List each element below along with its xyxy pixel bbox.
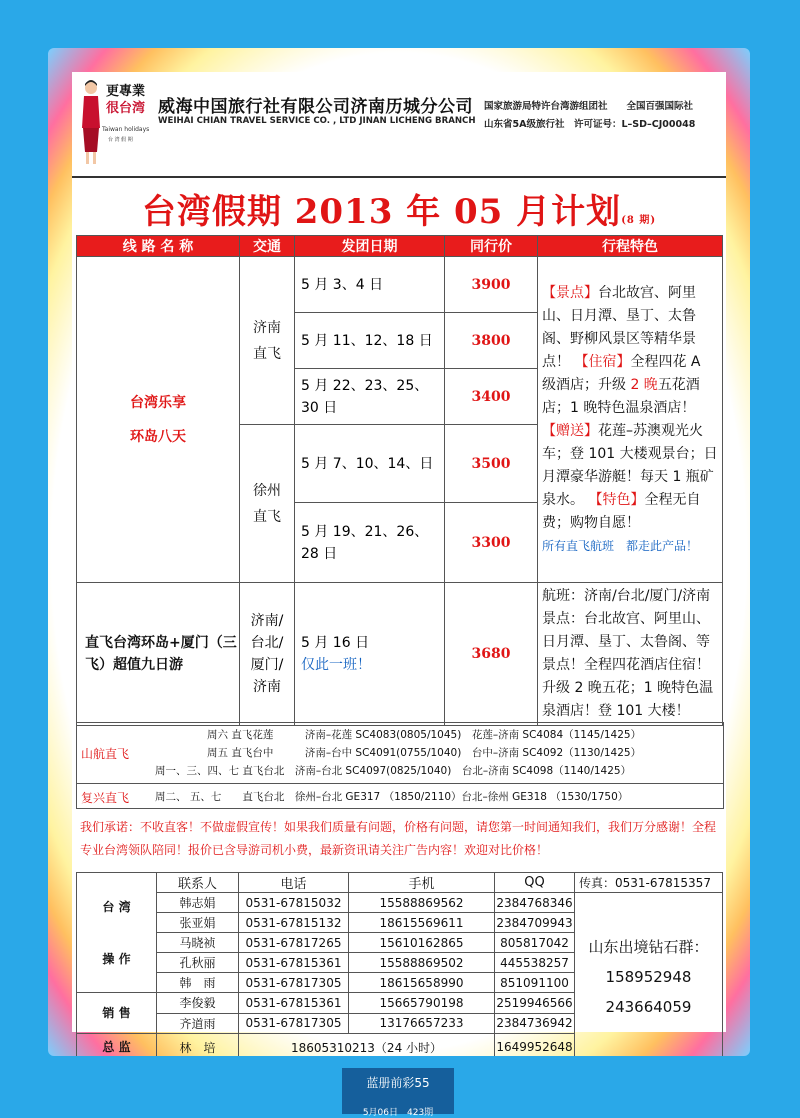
logo-line4: 台 湾 假 期 [108, 137, 133, 143]
route2-date-note: 仅此一班！ [301, 657, 371, 673]
flyer-content [72, 72, 726, 1055]
route1-date-5: 5 月 19、21、26、28 日 [295, 503, 445, 583]
director-name: 林 培 [157, 1034, 239, 1057]
contact-phone: 0531-67815032 [239, 893, 349, 913]
diamond-group [575, 893, 723, 1057]
route2-traffic: 济南/ 台北/ 厦门/ 济南 [240, 583, 295, 726]
logo-line3: Taiwan holidays [102, 126, 150, 133]
route1-date-3: 5 月 22、23、25、30 日 [295, 369, 445, 425]
contact-qq: 2519946566 [495, 993, 575, 1014]
route1-features [538, 257, 723, 583]
license-line1: 国家旅游局特许台湾游组团社 全国百强国际社 [484, 101, 694, 112]
route1-price-4: 3500 [445, 425, 538, 503]
contact-header-phone: 电话 [239, 873, 349, 893]
header-traffic: 交通 [240, 236, 295, 257]
contact-qq: 2384709943 [495, 913, 575, 933]
contact-name: 韩 雨 [157, 973, 239, 993]
contact-name: 孔秋丽 [157, 953, 239, 973]
table-row [77, 583, 723, 726]
contact-mobile: 15588869502 [349, 953, 495, 973]
contact-phone: 0531-67817305 [239, 1013, 349, 1034]
license-line2: 山东省5A级旅行社 许可证号：L–SD–CJ00048 [484, 119, 696, 130]
feature-text-hotel-a: 全程四花 A 级酒店；升级 [542, 353, 701, 393]
feature-tag-hotel: 【住宿】 [574, 353, 631, 370]
dept-taiwan-ops: 台 湾 操 作 [77, 873, 157, 993]
feature-tag-gift: 【赠送】 [542, 422, 598, 439]
table-row [77, 893, 723, 913]
header-price: 同行价 [445, 236, 538, 257]
feature-text-scenic: 台北故宫、阿里山、日月潭、垦丁、太鲁阁、野柳风景区等精华景点！ [542, 284, 696, 370]
logo-line1: 更專業 [106, 84, 146, 99]
table-header-row [77, 236, 723, 257]
feature-text-hotel-b: 2 晚 [630, 376, 658, 393]
contact-qq: 2384736942 [495, 1013, 575, 1034]
feature-text-hotel-c: 五花酒店；1 晚特色温泉酒店！ [542, 376, 700, 416]
contact-name: 齐道雨 [157, 1013, 239, 1034]
route1-name-line2: 环岛八天 [130, 428, 186, 445]
contact-phone: 0531-67815361 [239, 993, 349, 1014]
route2-date-text: 5 月 16 日 [301, 635, 370, 651]
company-name-en: WEIHAI CHIAN TRAVEL SERVICE CO. , LTD JINAN LICHENG BRANCH [158, 116, 476, 126]
schedule-line-2: 周五 直飞台中 济南–台中 SC4091(0755/1040) 台中–济南 SC4092（1130/1425） [207, 747, 642, 759]
contact-header-row [77, 873, 723, 893]
contact-header-name: 联系人 [157, 873, 239, 893]
route1-date-4: 5 月 7、10、14、日 [295, 425, 445, 503]
group-number-1: 158952948 [605, 967, 692, 986]
contact-qq: 805817042 [495, 933, 575, 953]
feature-text-gift: 花莲–苏澳观光火车；登 101 大楼观景台；日月潭豪华游艇！每天 1 瓶矿泉水。 [542, 422, 718, 508]
page-title [72, 184, 726, 233]
contact-table [76, 872, 723, 1056]
contact-mobile: 18615569611 [349, 913, 495, 933]
feature-text-special: 全程无自费；购物自愿！ [542, 491, 701, 531]
contact-qq: 445538257 [495, 953, 575, 973]
title-text: 台湾假期 2013 年 05 月计划 [141, 192, 622, 232]
page-footer [342, 1068, 454, 1118]
schedule-line-3: 周一、三、四、七 直飞台北 济南–台北 SC4097(0825/1040) 台北–济南 SC4098（1140/1425） [155, 765, 632, 777]
schedule-row-shandong [77, 722, 723, 783]
header-route: 线 路 名 称 [77, 236, 240, 257]
flyer-card [48, 48, 750, 1056]
footer-line2: 5月06日 423期 [362, 1108, 434, 1118]
route2-name: 直飞台湾环岛+厦门（三飞）超值九日游 [77, 583, 240, 726]
logo-line2: 很台湾 [106, 101, 146, 116]
contact-phone: 0531-67815132 [239, 913, 349, 933]
route1-price-3: 3400 [445, 369, 538, 425]
contact-name: 李俊毅 [157, 993, 239, 1014]
contact-phone: 0531-67815361 [239, 953, 349, 973]
contact-qq: 2384768346 [495, 893, 575, 913]
route1-name-line1: 台湾乐享 [130, 394, 186, 411]
contact-phone: 0531-67817265 [239, 933, 349, 953]
itinerary-table [76, 235, 723, 726]
route2-features: 航班：济南/台北/厦门/济南景点：台北故宫、阿里山、日月潭、垦丁、太鲁阁、等景点！全程四花酒店住宿！升级 2 晚五花；1 晚特色温泉酒店！登 101 大楼！ [538, 583, 723, 726]
fax-number: 传真：0531-67815357 [575, 873, 723, 893]
issue-number: (8 期) [621, 215, 657, 226]
schedule-line-4: 周二、 五、七 直飞台北 徐州–台北 GE317 （1850/2110）台北–徐州 GE318 （1530/1750） [155, 791, 629, 803]
contact-name: 马晓祯 [157, 933, 239, 953]
director-qq: 1649952648 [495, 1034, 575, 1057]
footer-line1: 蓝册前彩55 [366, 1076, 430, 1090]
company-name-cn: 威海中国旅行社有限公司济南历城分公司 [158, 97, 473, 117]
route2-price: 3680 [445, 583, 538, 726]
contact-name: 韩志娟 [157, 893, 239, 913]
route1-price-5: 3300 [445, 503, 538, 583]
contact-name: 张亚娟 [157, 913, 239, 933]
contact-mobile: 13176657233 [349, 1013, 495, 1034]
group-title: 山东出境钻石群： [588, 937, 709, 956]
contact-mobile: 15588869562 [349, 893, 495, 913]
company-logo [78, 78, 160, 170]
group-number-2: 243664059 [605, 997, 692, 1016]
contact-mobile: 15665790198 [349, 993, 495, 1014]
table-row [77, 257, 723, 313]
route1-name [77, 257, 240, 583]
schedule-label-fuxing: 复兴直飞 [81, 791, 130, 805]
contact-header-qq: QQ [495, 873, 575, 893]
schedule-row-fuxing [77, 783, 723, 808]
feature-tag-scenic: 【景点】 [542, 284, 598, 301]
route1-price-2: 3800 [445, 313, 538, 369]
route1-price-1: 3900 [445, 257, 538, 313]
schedule-line-1: 周六 直飞花莲 济南–花莲 SC4083(0805/1045) 花莲–济南 SC4084（1145/1425） [207, 729, 642, 741]
feature-tag-special: 【特色】 [588, 491, 645, 508]
header-features: 行程特色 [538, 236, 723, 257]
schedule-label-shandong: 山航直飞 [81, 747, 130, 761]
contact-mobile: 15610162865 [349, 933, 495, 953]
header-date: 发团日期 [295, 236, 445, 257]
route1-traffic-xuzhou: 徐州 直飞 [240, 425, 295, 583]
route1-traffic-jinan: 济南 直飞 [240, 257, 295, 425]
contact-mobile: 18615658990 [349, 973, 495, 993]
dept-director: 总 监 [77, 1034, 157, 1057]
feature-note: 所有直飞航班 都走此产品！ [542, 538, 699, 553]
director-mobile: 18605310213（24 小时） [239, 1034, 495, 1057]
promise-text: 我们承诺：不收直客！不做虚假宣传！如果我们质量有问题，价格有问题，请您第一时间通知我们，我们万分感谢！全程专业台湾领队陪同！报价已含导游司机小费，最新资讯请关注广告内容！欢迎对比价格！ [80, 820, 717, 857]
header [72, 72, 726, 178]
flight-schedule [76, 722, 724, 809]
route1-date-2: 5 月 11、12、18 日 [295, 313, 445, 369]
contact-header-mobile: 手机 [349, 873, 495, 893]
dept-sales: 销 售 [77, 993, 157, 1034]
contact-phone: 0531-67817305 [239, 973, 349, 993]
route2-date [295, 583, 445, 726]
stewardess-icon [78, 78, 104, 166]
route1-date-1: 5 月 3、4 日 [295, 257, 445, 313]
contact-qq: 851091100 [495, 973, 575, 993]
